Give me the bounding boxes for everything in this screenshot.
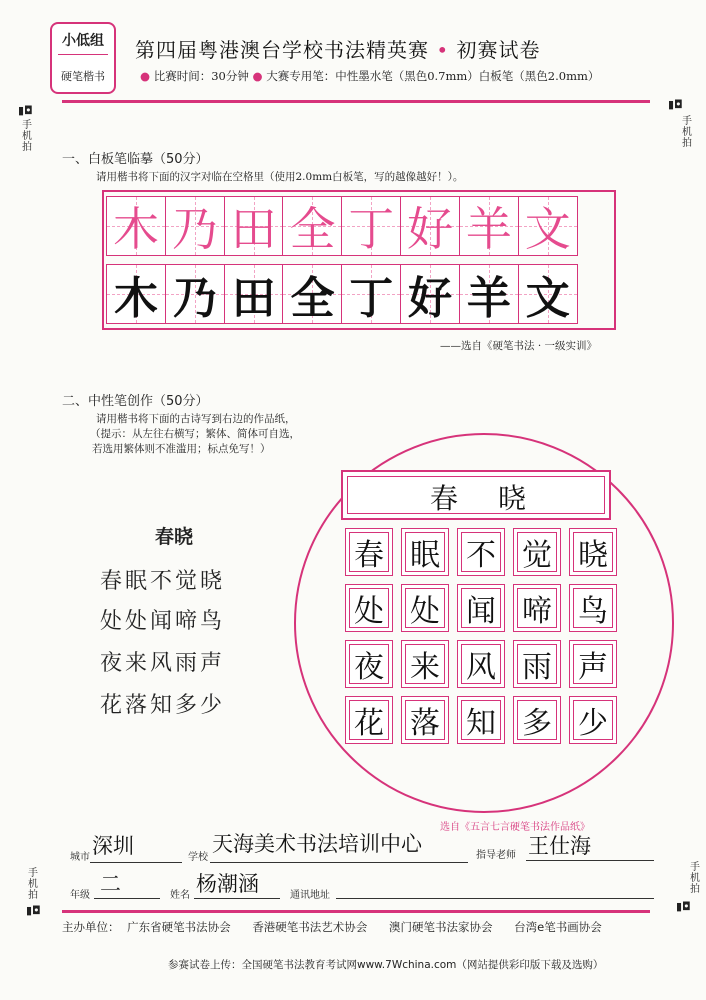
city-label: 城市	[70, 852, 90, 863]
side-mark-right-bottom: 手机拍	[690, 862, 700, 895]
pen-info: 大赛专用笔：中性墨水笔（黑色0.7mm）白板笔（黑色2.0mm）	[266, 69, 600, 83]
work-cell	[457, 640, 505, 688]
trace-char: 羊	[465, 202, 512, 256]
work-char: 觉	[522, 538, 552, 573]
name-label: 姓名	[170, 890, 190, 901]
side-mark-left-top: 手机拍	[22, 120, 32, 153]
work-title-box	[341, 470, 611, 520]
bullet-icon: ●	[140, 69, 154, 83]
work-char: 来	[410, 650, 440, 685]
work-char: 处	[354, 594, 384, 629]
work-cell	[345, 584, 393, 632]
section2-title: 二、中性笔创作（50分）	[62, 394, 209, 409]
trace-char: 木	[113, 202, 159, 256]
group-subtitle: 硬笔楷书	[61, 70, 105, 83]
school-value[interactable]: 天海美术书法培训中心	[212, 832, 422, 856]
trace-row	[106, 196, 577, 256]
trace-cell	[106, 196, 166, 256]
work-cell	[401, 696, 449, 744]
organizers-prefix: 主办单位：	[62, 920, 120, 934]
model-char: 羊	[466, 273, 511, 324]
section2-instruction-1: 请用楷书将下面的古诗写到右边的作品纸，	[96, 413, 296, 425]
poem-line: 春眠不觉晓	[100, 569, 226, 594]
contest-title	[135, 34, 541, 63]
grade-line	[94, 898, 160, 899]
work-char: 春	[354, 538, 384, 573]
city-line	[90, 862, 182, 863]
model-cell	[224, 264, 284, 324]
section1-instruction: 请用楷书将下面的汉字对临在空格里（使用2.0mm白板笔，写的越像越好！）。	[96, 171, 464, 183]
model-cell	[282, 264, 342, 324]
trace-cell	[224, 196, 284, 256]
work-char: 啼	[522, 594, 552, 629]
organizer: 广东省硬笔书法协会	[127, 920, 231, 934]
section2-instruction-2: （提示：从左往右横写；繁体、简体可自选，	[90, 428, 300, 440]
side-mark-right-top: 手机拍	[682, 116, 692, 149]
work-cell	[401, 640, 449, 688]
model-cell	[518, 264, 578, 324]
section1-source: ——选自《硬笔书法 · 一级实训》	[440, 340, 598, 352]
trace-char: 田	[230, 202, 277, 256]
school-label: 学校	[188, 852, 208, 863]
camera-icon: ▮◘	[18, 104, 33, 117]
side-mark-left-bottom: 手机拍	[28, 868, 38, 901]
model-row	[106, 264, 577, 324]
work-cell	[401, 584, 449, 632]
work-cell	[569, 696, 617, 744]
work-cell	[513, 584, 561, 632]
paper-type: 初赛试卷	[456, 38, 541, 62]
teacher-line	[526, 860, 654, 861]
trace-cell	[518, 196, 578, 256]
teacher-value[interactable]: 王仕海	[528, 834, 591, 858]
work-char: 多	[522, 706, 552, 741]
organizer: 台湾e笔书画协会	[514, 920, 602, 934]
organizer: 香港硬笔书法艺术协会	[252, 920, 368, 934]
work-char: 鸟	[578, 594, 608, 629]
work-title: 春晓	[429, 482, 566, 515]
work-char: 声	[578, 650, 608, 685]
trace-cell	[400, 196, 460, 256]
group-divider	[58, 54, 108, 55]
work-cell	[345, 640, 393, 688]
camera-icon: ▮◘	[26, 904, 41, 917]
model-cell	[400, 264, 460, 324]
name-value[interactable]: 杨潮涵	[196, 872, 259, 896]
city-value[interactable]: 深圳	[92, 834, 134, 858]
grade-value[interactable]: 二	[100, 872, 121, 896]
group-badge	[50, 22, 116, 94]
address-line[interactable]	[336, 898, 654, 899]
model-cell	[165, 264, 225, 324]
bullet-icon: ●	[252, 69, 267, 83]
work-cell	[569, 528, 617, 576]
work-cell	[513, 528, 561, 576]
poem-line: 夜来风雨声	[100, 651, 226, 676]
exam-info	[140, 68, 599, 84]
model-char: 丁	[349, 273, 394, 324]
camera-icon: ▮◘	[676, 900, 691, 913]
work-cell	[345, 528, 393, 576]
work-cell	[345, 696, 393, 744]
model-cell	[341, 264, 401, 324]
time-info: 比赛时间：30分钟	[153, 69, 249, 83]
work-cell	[513, 696, 561, 744]
trace-cell	[341, 196, 401, 256]
trace-char: 全	[289, 202, 336, 256]
trace-cell	[165, 196, 225, 256]
teacher-label: 指导老师	[476, 850, 516, 861]
work-char: 眠	[410, 538, 440, 573]
trace-char: 丁	[348, 202, 395, 256]
work-char: 风	[466, 650, 496, 685]
trace-cell	[282, 196, 342, 256]
header-rule	[62, 100, 650, 103]
paper-note: 选自《五言七言硬笔书法作品纸》	[440, 822, 590, 833]
footer-rule	[62, 910, 650, 913]
model-cell	[459, 264, 519, 324]
section2-instruction-3: 若选用繁体则不准滥用；标点免写！）	[92, 443, 271, 455]
model-char: 乃	[172, 273, 217, 324]
organizers	[62, 919, 620, 935]
grade-label: 年级	[70, 890, 90, 901]
model-char: 好	[408, 273, 453, 324]
trace-char: 文	[524, 202, 571, 256]
work-cell	[569, 640, 617, 688]
school-line	[210, 862, 468, 863]
work-cell	[569, 584, 617, 632]
work-char: 知	[466, 706, 496, 741]
work-char: 少	[578, 706, 608, 741]
work-char: 处	[410, 594, 440, 629]
trace-char: 乃	[171, 202, 218, 256]
address-label: 通讯地址	[290, 890, 330, 901]
camera-icon: ▮◘	[668, 98, 683, 111]
group-title: 小低组	[62, 33, 104, 49]
bullet-icon: •	[436, 38, 457, 62]
footer-note: 参赛试卷上传：全国硬笔书法教育考试网www.7Wchina.com（网站提供彩印版下载及选购）	[168, 959, 604, 971]
section1-title: 一、白板笔临摹（50分）	[62, 152, 209, 167]
organizer: 澳门硬笔书法家协会	[388, 920, 493, 934]
work-char: 闻	[466, 594, 496, 629]
work-char: 雨	[522, 650, 552, 685]
work-char: 晓	[578, 538, 608, 573]
poem-title: 春晓	[155, 526, 194, 548]
work-cell	[457, 528, 505, 576]
work-char: 落	[410, 706, 440, 741]
poem-line: 处处闻啼鸟	[100, 609, 226, 634]
model-char: 木	[114, 273, 158, 324]
work-char: 不	[466, 538, 496, 573]
work-cell	[401, 528, 449, 576]
name-line	[194, 898, 280, 899]
model-cell	[106, 264, 166, 324]
poem-line: 花落知多少	[100, 693, 226, 718]
work-char: 夜	[354, 650, 384, 685]
model-char: 文	[525, 273, 570, 324]
work-cell	[513, 640, 561, 688]
model-char: 田	[231, 273, 276, 324]
work-char: 花	[354, 706, 384, 741]
trace-cell	[459, 196, 519, 256]
trace-char: 好	[407, 202, 454, 256]
work-cell	[457, 584, 505, 632]
model-char: 全	[290, 273, 335, 324]
work-cell	[457, 696, 505, 744]
contest-name: 第四届粤港澳台学校书法精英赛	[135, 38, 429, 62]
